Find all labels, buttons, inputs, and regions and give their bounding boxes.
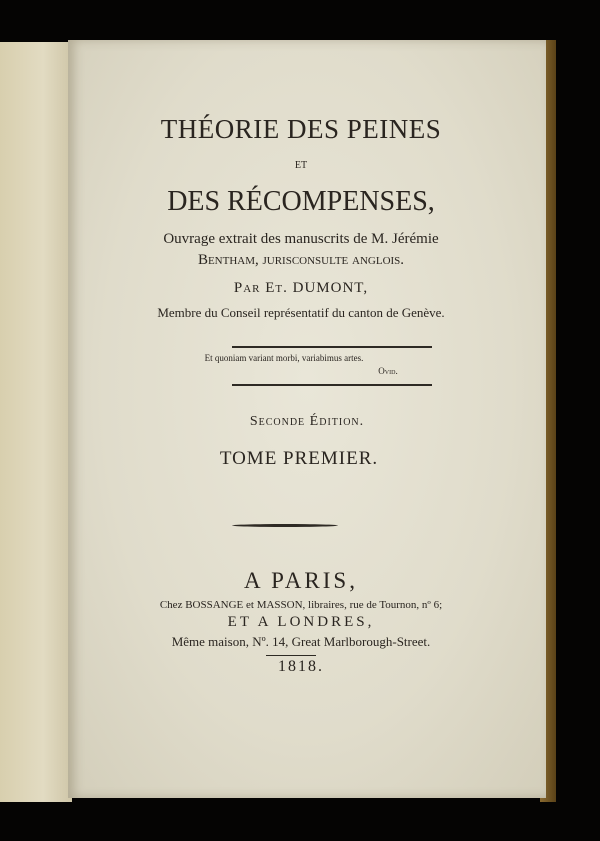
author-role: Membre du Conseil représentatif du canton de Genève. bbox=[157, 305, 445, 320]
author: Par Et. DUMONT, bbox=[233, 280, 369, 296]
year-rule bbox=[266, 655, 316, 656]
imprint-city-1: A PARIS, bbox=[244, 568, 358, 593]
title-line-1: THÉORIE DES PEINES bbox=[160, 114, 442, 144]
ornament-rule bbox=[232, 524, 338, 527]
subtitle-line-1: Ouvrage extrait des manuscrits de M. Jérémie bbox=[163, 231, 439, 247]
volume: TOME PREMIER. bbox=[219, 448, 379, 469]
imprint-city-2: ET A LONDRES, bbox=[227, 614, 375, 630]
left-page bbox=[0, 42, 72, 802]
imprint-year: 1818. bbox=[278, 658, 324, 675]
epigraph-quote: Et quoniam variant morbi, variabimus artes. bbox=[204, 353, 364, 363]
epigraph-rule-bottom bbox=[232, 384, 432, 386]
title-line-2: DES RÉCOMPENSES, bbox=[167, 186, 435, 217]
subtitle-line-2: Bentham, jurisconsulte anglois. bbox=[197, 252, 405, 268]
title-conjunction: ET bbox=[294, 160, 308, 171]
imprint-publisher-1: Chez BOSSANGE et MASSON, libraires, rue de Tournon, nº 6; bbox=[159, 599, 443, 611]
epigraph-rule-top bbox=[232, 346, 432, 348]
epigraph-attribution: Ovid. bbox=[378, 366, 398, 376]
imprint-publisher-2: Même maison, Nº. 14, Great Marlborough-Street. bbox=[171, 634, 431, 649]
title-page bbox=[68, 40, 546, 798]
edition: Seconde Édition. bbox=[249, 414, 365, 429]
